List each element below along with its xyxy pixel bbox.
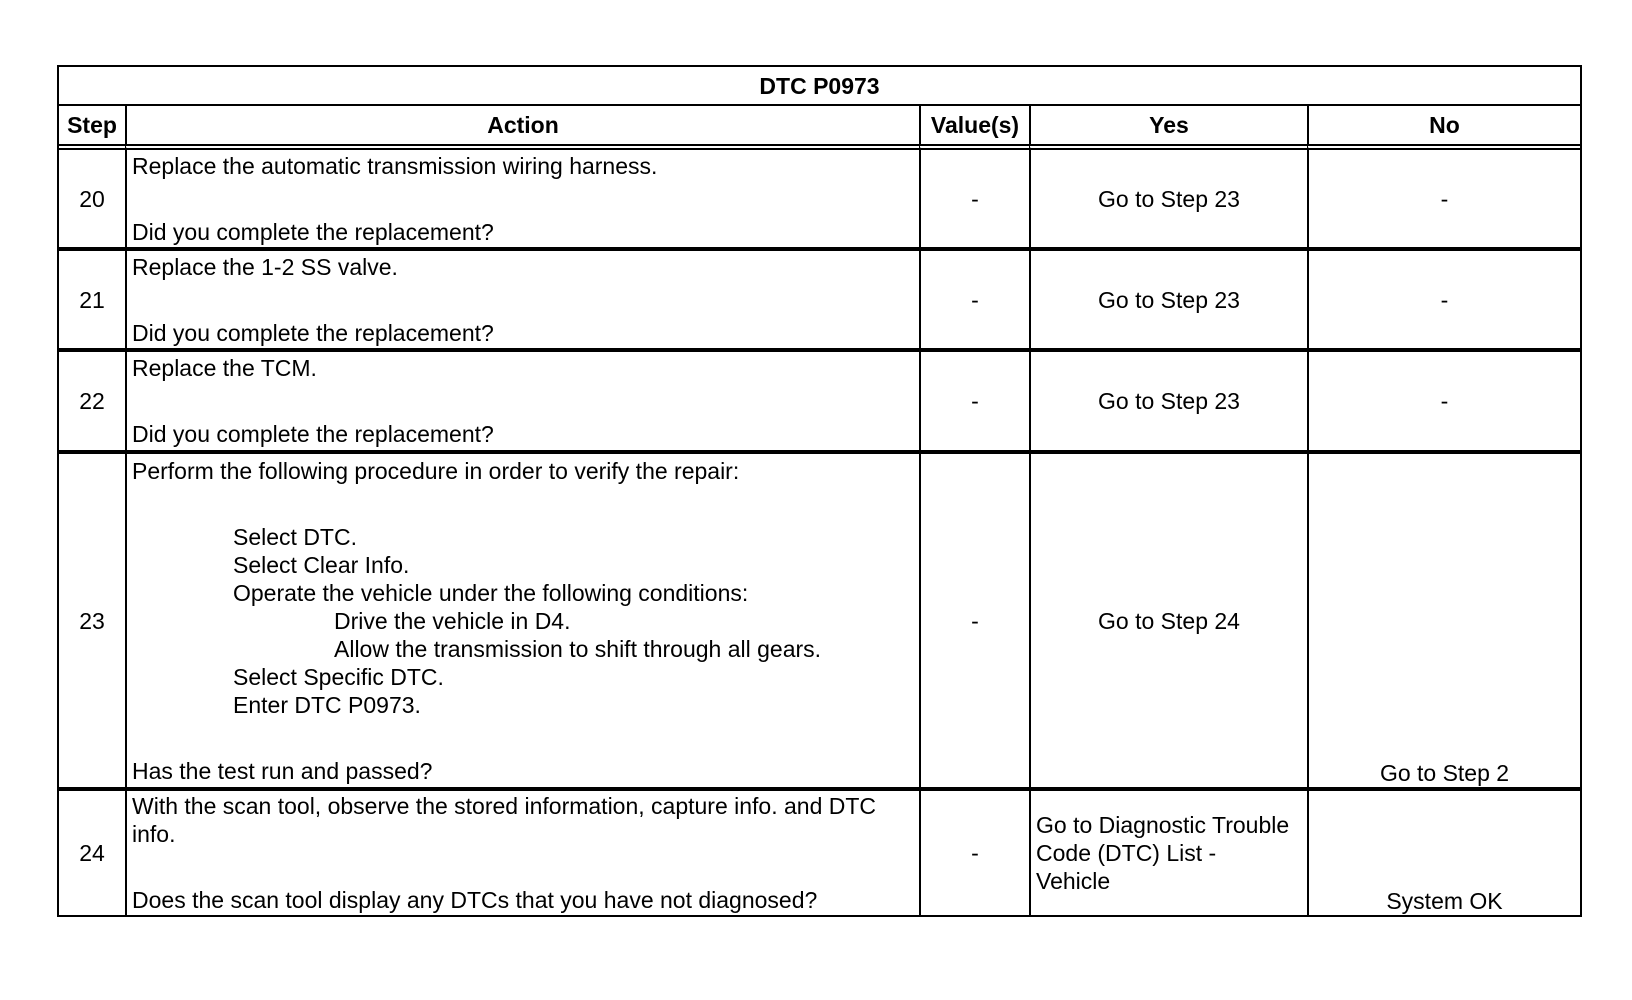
table-title: DTC P0973 bbox=[759, 72, 880, 99]
no-cell: System OK bbox=[1307, 787, 1580, 915]
value-cell: - bbox=[919, 787, 1029, 915]
yes-link-line[interactable]: Code (DTC) List - bbox=[1036, 840, 1217, 866]
yes-link-line[interactable]: Vehicle bbox=[1036, 868, 1111, 894]
value-cell: - bbox=[919, 144, 1029, 247]
step-number: 20 bbox=[59, 144, 125, 247]
header-no: No bbox=[1307, 104, 1580, 144]
procedure-step: Select Specific DTC. bbox=[233, 663, 444, 690]
procedure-substep: Allow the transmission to shift through all gears. bbox=[334, 635, 822, 662]
table-row bbox=[59, 450, 1580, 787]
header-action: Action bbox=[125, 104, 919, 144]
table-row bbox=[59, 787, 1580, 915]
procedure-step: Select Clear Info. bbox=[233, 551, 410, 578]
step-number: 24 bbox=[59, 787, 125, 915]
action-question: Does the scan tool display any DTCs that you have not diagnosed? bbox=[132, 887, 818, 913]
no-cell: - bbox=[1307, 247, 1580, 348]
action-cell bbox=[125, 247, 919, 348]
action-text: Replace the TCM. bbox=[132, 355, 317, 381]
table-row bbox=[59, 247, 1580, 348]
procedure-step: Enter DTC P0973. bbox=[233, 691, 421, 718]
header-yes: Yes bbox=[1029, 104, 1307, 144]
action-cell bbox=[125, 348, 919, 450]
procedure-substep: Drive the vehicle in D4. bbox=[334, 607, 571, 634]
action-question: Has the test run and passed? bbox=[132, 757, 433, 784]
yes-link[interactable]: Go to Step 23 bbox=[1029, 247, 1307, 348]
action-question: Did you complete the replacement? bbox=[132, 218, 494, 245]
no-cell: - bbox=[1307, 348, 1580, 450]
yes-link[interactable]: Go to Step 24 bbox=[1029, 450, 1307, 787]
yes-link[interactable]: Go to Step 23 bbox=[1029, 348, 1307, 450]
no-link[interactable]: Go to Step 2 bbox=[1307, 450, 1580, 787]
action-text-cont: info. bbox=[132, 821, 176, 847]
action-text: Replace the automatic transmission wiring harness. bbox=[132, 152, 658, 179]
step-number: 22 bbox=[59, 348, 125, 450]
value-cell: - bbox=[919, 450, 1029, 787]
header-values: Value(s) bbox=[919, 104, 1029, 144]
action-text: Perform the following procedure in order to verify the repair: bbox=[132, 457, 740, 484]
procedure-step: Operate the vehicle under the following conditions: bbox=[233, 579, 749, 606]
action-question: Did you complete the replacement? bbox=[132, 421, 494, 447]
value-cell: - bbox=[919, 247, 1029, 348]
header-row bbox=[59, 104, 1580, 144]
table-row bbox=[59, 348, 1580, 450]
action-cell bbox=[125, 787, 919, 915]
yes-link-line[interactable]: Go to Diagnostic Trouble bbox=[1036, 812, 1290, 838]
diagnostic-table bbox=[57, 65, 1582, 917]
step-number: 23 bbox=[59, 450, 125, 787]
action-question: Did you complete the replacement? bbox=[132, 319, 494, 346]
table-row bbox=[59, 144, 1580, 247]
yes-link[interactable]: Go to Step 23 bbox=[1029, 144, 1307, 247]
step-number: 21 bbox=[59, 247, 125, 348]
header-step: Step bbox=[59, 104, 125, 144]
yes-link[interactable] bbox=[1029, 787, 1307, 915]
value-cell: - bbox=[919, 348, 1029, 450]
no-cell: - bbox=[1307, 144, 1580, 247]
action-cell bbox=[125, 450, 919, 787]
action-cell bbox=[125, 144, 919, 247]
action-text: With the scan tool, observe the stored information, capture info. and DTC bbox=[132, 793, 877, 819]
action-text: Replace the 1-2 SS valve. bbox=[132, 253, 398, 280]
procedure-step: Select DTC. bbox=[233, 523, 357, 550]
